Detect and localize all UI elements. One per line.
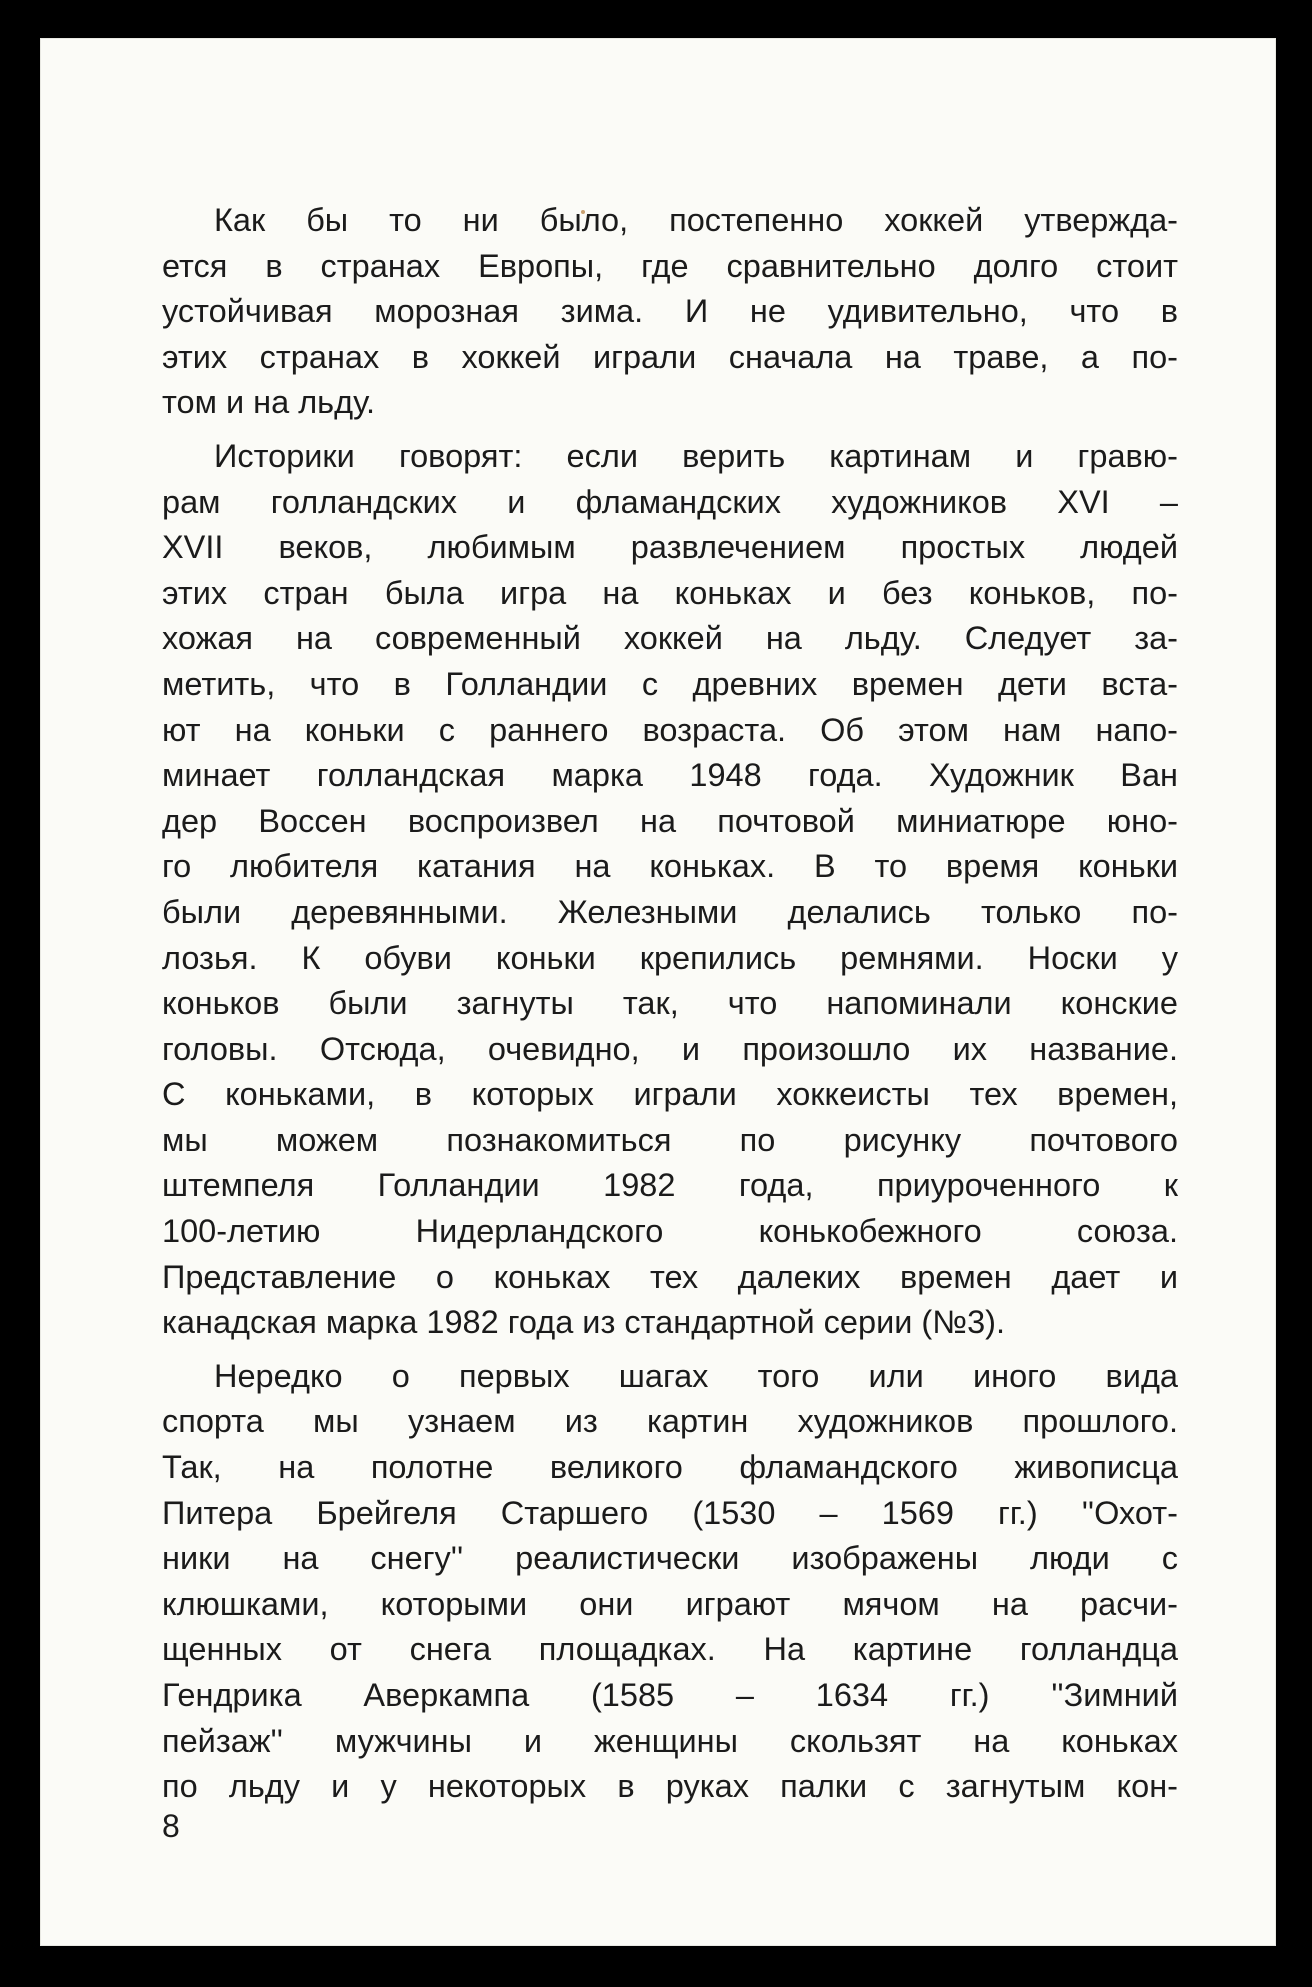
- text-line: головы. Отсюда, очевидно, и произошло их название.: [162, 1030, 1178, 1067]
- text-line: были деревянными. Железными делались только по-: [162, 893, 1178, 930]
- text-line: С коньками, в которых играли хоккеисты тех времен,: [162, 1076, 1178, 1113]
- text-line: XVII веков, любимым развлечением простых людей: [162, 529, 1178, 566]
- page-number: 8: [162, 1808, 180, 1844]
- paragraph: [162, 198, 1178, 426]
- text-line: Представление о коньках тех далеких времен дает и: [162, 1258, 1178, 1295]
- text-line: устойчивая морозная зима. И не удивительно, что в: [162, 293, 1178, 330]
- text-line: канадская марка 1982 года из стандартной серии (№3).: [162, 1304, 1006, 1341]
- text-line: том и на льду.: [162, 384, 376, 421]
- text-line: Нередко о первых шагах того или иного вида: [214, 1357, 1178, 1394]
- text-line: Историки говорят: если верить картинам и гравю-: [214, 437, 1178, 474]
- text-line: ется в странах Европы, где сравнительно долго стоит: [162, 247, 1178, 284]
- body-text: [162, 198, 1178, 1818]
- text-line: 100-летию Нидерландского конькобежного союза.: [162, 1213, 1178, 1250]
- text-line: этих стран была игра на коньках и без коньков, по-: [162, 574, 1178, 611]
- text-line: коньков были загнуты так, что напоминали конские: [162, 985, 1178, 1022]
- text-line: штемпеля Голландии 1982 года, приуроченного к: [162, 1167, 1178, 1204]
- text-line: этих странах в хоккей играли сначала на траве, а по-: [162, 338, 1178, 375]
- text-line: метить, что в Голландии с древних времен дети вста-: [162, 665, 1178, 702]
- text-line: лозья. К обуви коньки крепились ремнями. Носки у: [162, 939, 1178, 976]
- text-line: рам голландских и фламандских художников XVI –: [162, 483, 1178, 520]
- text-line: Так, на полотне великого фламандского живописца: [162, 1449, 1178, 1486]
- text-line: минает голландская марка 1948 года. Художник Ван: [162, 757, 1178, 794]
- paragraph: [162, 1354, 1178, 1810]
- text-line: Питера Брейгеля Старшего (1530 – 1569 гг.) ''Охот-: [162, 1494, 1178, 1531]
- text-line: спорта мы узнаем из картин художников прошлого.: [162, 1403, 1178, 1440]
- text-line: Гендрика Аверкампа (1585 – 1634 гг.) ''Зимний: [162, 1677, 1178, 1713]
- text-line: мы можем познакомиться по рисунку почтового: [162, 1121, 1178, 1158]
- text-line: щенных от снега площадках. На картине голландца: [162, 1631, 1178, 1668]
- text-line: ют на коньки с раннего возраста. Об этом нам напо-: [162, 711, 1178, 748]
- text-line: хожая на современный хоккей на льду. Следует за-: [162, 620, 1178, 657]
- text-line: го любителя катания на коньках. В то время коньки: [162, 848, 1178, 885]
- text-line: клюшками, которыми они играют мячом на расчи-: [162, 1585, 1178, 1622]
- paragraph: [162, 434, 1178, 1346]
- text-line: пейзаж'' мужчины и женщины скользят на коньках: [162, 1722, 1178, 1759]
- text-line: Как бы то ни было, постепенно хоккей утвержда-: [214, 202, 1178, 238]
- text-line: дер Воссен воспроизвел на почтовой миниатюре юно-: [162, 802, 1178, 839]
- text-line: ники на снегу'' реалистически изображены люди с: [162, 1540, 1178, 1577]
- text-line: по льду и у некоторых в руках палки с загнутым кон-: [162, 1768, 1178, 1805]
